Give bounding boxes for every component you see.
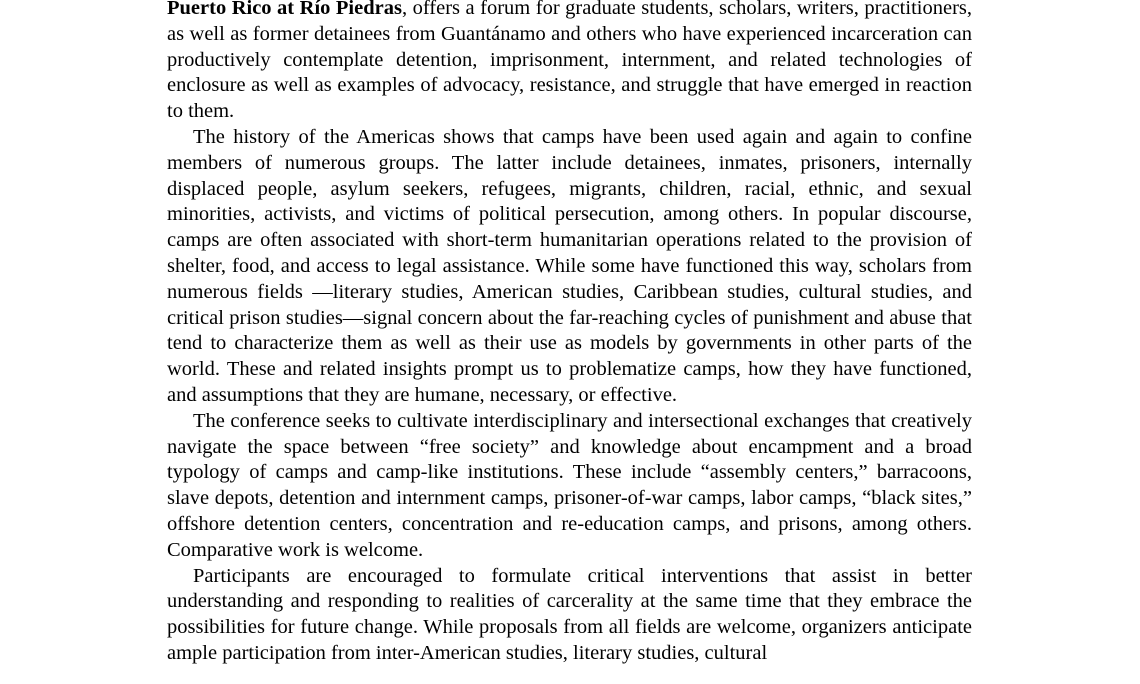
paragraph-1-text: , offers a forum for graduate students, scholars, writers, practitioners, as well as former detainees from Guantánamo and others who have experienced incarceration can productively contemplate detention, imprisonment, internment, and related technologies of enclosure as well as examples of advocacy, resistance, and struggle that have emerged in reaction to them. xyxy=(167,0,972,123)
paragraph-3: The conference seeks to cultivate interdisciplinary and intersectional exchanges that creatively navigate the space between “free society” and knowledge about encampment and a broad typology of camps and camp-like institutions. These include “assembly centers,” barracoons, slave depots, detention and internment camps, prisoner-of-war camps, labor camps, “black sites,” offshore detention centers, concentration and re-education camps, and prisons, among others. Comparative work is welcome. xyxy=(167,409,972,561)
paragraph-4: Participants are encouraged to formulate critical interventions that assist in better understanding and responding to realities of carcerality at the same time that they embrace the possibilities for future change. While proposals from all fields are welcome, organizers anticipate ample participation from inter-American studies, literary studies, cultural xyxy=(167,564,972,664)
paragraph-2: The history of the Americas shows that camps have been used again and again to confine members of numerous groups. The latter include detainees, inmates, prisoners, internally displaced people, asylum seekers, refugees, migrants, children, racial, ethnic, and sexual minorities, activists, and victims of political persecution, among others. In popular discourse, camps are often associated with short-term humanitarian operations related to the provision of shelter, food, and access to legal assistance. While some have functioned this way, scholars from numerous fields —literary studies, American studies, Caribbean studies, cultural studies, and critical prison studies—signal concern about the far-reaching cycles of punishment and abuse that tend to characterize them as well as their use as models by governments in other parts of the world. These and related insights prompt us to problematize camps, how they have functioned, and assumptions that they are humane, necessary, or effective. xyxy=(167,125,972,406)
document-body xyxy=(167,0,972,667)
paragraph-1-lead: Puerto Rico at Río Piedras xyxy=(167,0,402,19)
paragraph-1 xyxy=(167,0,972,125)
